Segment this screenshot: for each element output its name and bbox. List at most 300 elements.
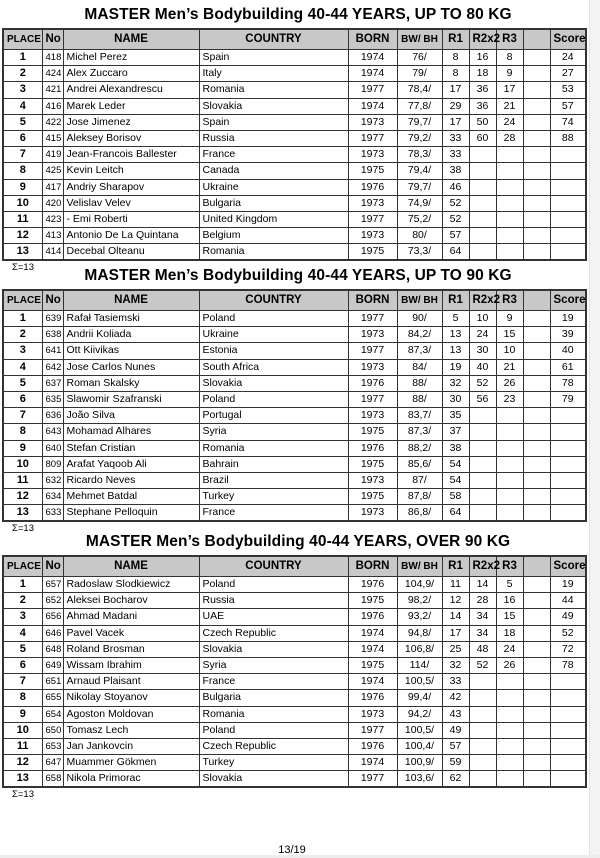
cell-blank — [523, 706, 550, 722]
cell-blank — [523, 195, 550, 211]
cell-blank — [523, 391, 550, 407]
cell-r3 — [496, 472, 523, 488]
cell-bw-bh: 73,3/ — [397, 244, 442, 261]
table-header-row — [3, 556, 586, 577]
cell-no: 417 — [42, 179, 63, 195]
cell-place: 3 — [3, 343, 42, 359]
column-header-bw-bh: BW/ BH — [397, 29, 442, 50]
cell-r1: 52 — [442, 211, 469, 227]
cell-r2x2 — [469, 440, 496, 456]
cell-r2x2 — [469, 489, 496, 505]
cell-r3: 21 — [496, 359, 523, 375]
cell-country: Spain — [199, 50, 348, 66]
cell-born: 1974 — [348, 674, 397, 690]
table-row — [3, 577, 586, 593]
cell-r2x2: 30 — [469, 343, 496, 359]
cell-r2x2 — [469, 674, 496, 690]
table-row — [3, 674, 586, 690]
cell-place: 2 — [3, 593, 42, 609]
cell-bw-bh: 100,9/ — [397, 755, 442, 771]
cell-score — [550, 440, 586, 456]
cell-name: Jose Jimenez — [63, 114, 199, 130]
cell-bw-bh: 84,2/ — [397, 327, 442, 343]
cell-born: 1974 — [348, 641, 397, 657]
cell-no: 424 — [42, 66, 63, 82]
table-row — [3, 327, 586, 343]
table-row — [3, 657, 586, 673]
cell-name: Aleksei Bocharov — [63, 593, 199, 609]
cell-born: 1975 — [348, 244, 397, 261]
cell-r2x2 — [469, 408, 496, 424]
cell-name: João Silva — [63, 408, 199, 424]
cell-score: 24 — [550, 50, 586, 66]
cell-r3: 16 — [496, 593, 523, 609]
cell-name: Andrii Koliada — [63, 327, 199, 343]
cell-born: 1973 — [348, 195, 397, 211]
cell-bw-bh: 88/ — [397, 391, 442, 407]
cell-score — [550, 163, 586, 179]
cell-name: Mohamad Alhares — [63, 424, 199, 440]
cell-r2x2: 60 — [469, 130, 496, 146]
cell-blank — [523, 66, 550, 82]
cell-r2x2: 56 — [469, 391, 496, 407]
table-row — [3, 375, 586, 391]
cell-r3 — [496, 228, 523, 244]
cell-born: 1973 — [348, 359, 397, 375]
cell-score: 27 — [550, 66, 586, 82]
cell-no: 635 — [42, 391, 63, 407]
cell-r1: 33 — [442, 674, 469, 690]
cell-name: Ahmad Madani — [63, 609, 199, 625]
cell-no: 643 — [42, 424, 63, 440]
cell-born: 1973 — [348, 228, 397, 244]
cell-born: 1976 — [348, 609, 397, 625]
cell-r2x2 — [469, 738, 496, 754]
cell-country: Russia — [199, 593, 348, 609]
table-row — [3, 359, 586, 375]
cell-r1: 29 — [442, 98, 469, 114]
column-header-no: No — [42, 290, 63, 311]
cell-score — [550, 489, 586, 505]
cell-blank — [523, 609, 550, 625]
cell-bw-bh: 88,2/ — [397, 440, 442, 456]
cell-name: Stephane Pelloquin — [63, 505, 199, 522]
cell-born: 1973 — [348, 408, 397, 424]
cell-bw-bh: 76/ — [397, 50, 442, 66]
cell-bw-bh: 87,8/ — [397, 489, 442, 505]
cell-country: Turkey — [199, 489, 348, 505]
cell-r3 — [496, 706, 523, 722]
column-header-country: COUNTRY — [199, 29, 348, 50]
cell-r3: 5 — [496, 577, 523, 593]
page-edge — [589, 0, 600, 858]
cell-r3 — [496, 147, 523, 163]
cell-blank — [523, 211, 550, 227]
cell-name: Ricardo Neves — [63, 472, 199, 488]
page-number: 13/19 — [278, 844, 306, 856]
table-row — [3, 343, 586, 359]
cell-bw-bh: 86,8/ — [397, 505, 442, 522]
cell-score — [550, 505, 586, 522]
cell-r3: 24 — [496, 641, 523, 657]
cell-bw-bh: 93,2/ — [397, 609, 442, 625]
cell-no: 636 — [42, 408, 63, 424]
results-section — [2, 531, 586, 800]
cell-r3 — [496, 456, 523, 472]
cell-bw-bh: 87/ — [397, 472, 442, 488]
cell-r2x2 — [469, 211, 496, 227]
cell-place: 4 — [3, 98, 42, 114]
table-row — [3, 228, 586, 244]
cell-blank — [523, 641, 550, 657]
cell-bw-bh: 106,8/ — [397, 641, 442, 657]
cell-r1: 57 — [442, 738, 469, 754]
cell-r2x2: 14 — [469, 577, 496, 593]
cell-country: Portugal — [199, 408, 348, 424]
table-row — [3, 98, 586, 114]
cell-country: Slovakia — [199, 771, 348, 788]
cell-score: 39 — [550, 327, 586, 343]
cell-score — [550, 147, 586, 163]
cell-place: 3 — [3, 609, 42, 625]
cell-r2x2 — [469, 163, 496, 179]
cell-r2x2 — [469, 505, 496, 522]
table-row — [3, 66, 586, 82]
cell-born: 1974 — [348, 98, 397, 114]
cell-name: Kevin Leitch — [63, 163, 199, 179]
column-header-place: PLACE — [3, 290, 42, 311]
cell-score: 49 — [550, 609, 586, 625]
cell-no: 419 — [42, 147, 63, 163]
table-row — [3, 609, 586, 625]
cell-score — [550, 722, 586, 738]
competitor-count: Σ=13 — [12, 262, 34, 274]
cell-r1: 54 — [442, 456, 469, 472]
column-header-born: BORN — [348, 290, 397, 311]
cell-country: Romania — [199, 706, 348, 722]
cell-country: France — [199, 147, 348, 163]
results-table — [2, 289, 587, 522]
cell-blank — [523, 722, 550, 738]
cell-r3 — [496, 771, 523, 788]
cell-r2x2: 52 — [469, 657, 496, 673]
cell-name: Nikolay Stoyanov — [63, 690, 199, 706]
table-row — [3, 163, 586, 179]
cell-r1: 14 — [442, 609, 469, 625]
cell-place: 12 — [3, 755, 42, 771]
column-header-r3: R3 — [496, 290, 523, 311]
cell-r1: 32 — [442, 375, 469, 391]
cell-no: 416 — [42, 98, 63, 114]
cell-bw-bh: 114/ — [397, 657, 442, 673]
cell-name: Wissam Ibrahim — [63, 657, 199, 673]
cell-r1: 62 — [442, 771, 469, 788]
cell-r2x2: 52 — [469, 375, 496, 391]
cell-place: 1 — [3, 577, 42, 593]
cell-r3 — [496, 738, 523, 754]
cell-score — [550, 472, 586, 488]
cell-no: 639 — [42, 311, 63, 327]
cell-born: 1977 — [348, 211, 397, 227]
table-row — [3, 195, 586, 211]
cell-bw-bh: 74,9/ — [397, 195, 442, 211]
cell-r1: 49 — [442, 722, 469, 738]
section-title: MASTER Men’s Bodybuilding 40-44 YEARS, UP TO 80 KG — [84, 6, 512, 23]
cell-name: Jose Carlos Nunes — [63, 359, 199, 375]
cell-r3 — [496, 489, 523, 505]
cell-blank — [523, 657, 550, 673]
cell-country: Italy — [199, 66, 348, 82]
cell-r3 — [496, 195, 523, 211]
cell-score: 19 — [550, 577, 586, 593]
cell-place: 3 — [3, 82, 42, 98]
cell-bw-bh: 90/ — [397, 311, 442, 327]
cell-bw-bh: 78,3/ — [397, 147, 442, 163]
cell-r3 — [496, 179, 523, 195]
table-row — [3, 311, 586, 327]
cell-no: 650 — [42, 722, 63, 738]
cell-no: 640 — [42, 440, 63, 456]
cell-r3: 9 — [496, 311, 523, 327]
results-table — [2, 28, 587, 261]
cell-country: Slovakia — [199, 375, 348, 391]
cell-country: Poland — [199, 722, 348, 738]
cell-place: 10 — [3, 722, 42, 738]
column-header-r1: R1 — [442, 556, 469, 577]
cell-r1: 17 — [442, 82, 469, 98]
cell-no: 638 — [42, 327, 63, 343]
cell-name: Radoslaw Slodkiewicz — [63, 577, 199, 593]
cell-no: 651 — [42, 674, 63, 690]
cell-score: 79 — [550, 391, 586, 407]
column-header-place: PLACE — [3, 29, 42, 50]
cell-r3 — [496, 163, 523, 179]
table-row — [3, 424, 586, 440]
results-section — [2, 265, 586, 534]
cell-no: 655 — [42, 690, 63, 706]
cell-score — [550, 690, 586, 706]
cell-no: 634 — [42, 489, 63, 505]
cell-r3: 10 — [496, 343, 523, 359]
column-header-r3: R3 — [496, 29, 523, 50]
cell-no: 423 — [42, 211, 63, 227]
cell-blank — [523, 179, 550, 195]
cell-born: 1974 — [348, 66, 397, 82]
cell-score: 72 — [550, 641, 586, 657]
cell-born: 1975 — [348, 163, 397, 179]
column-header-r1: R1 — [442, 290, 469, 311]
cell-r2x2: 28 — [469, 593, 496, 609]
cell-place: 13 — [3, 771, 42, 788]
cell-score — [550, 408, 586, 424]
cell-r2x2: 36 — [469, 98, 496, 114]
cell-r3 — [496, 505, 523, 522]
cell-score: 88 — [550, 130, 586, 146]
cell-r1: 42 — [442, 690, 469, 706]
cell-no: 649 — [42, 657, 63, 673]
cell-score — [550, 179, 586, 195]
cell-bw-bh: 75,2/ — [397, 211, 442, 227]
cell-name: - Emi Roberti — [63, 211, 199, 227]
cell-name: Agoston Moldovan — [63, 706, 199, 722]
cell-r2x2 — [469, 179, 496, 195]
table-row — [3, 391, 586, 407]
cell-blank — [523, 440, 550, 456]
cell-r1: 32 — [442, 657, 469, 673]
cell-born: 1977 — [348, 771, 397, 788]
cell-blank — [523, 359, 550, 375]
cell-r3 — [496, 722, 523, 738]
cell-born: 1977 — [348, 311, 397, 327]
cell-no: 637 — [42, 375, 63, 391]
cell-country: Spain — [199, 114, 348, 130]
cell-r2x2: 34 — [469, 609, 496, 625]
column-header-bw-bh: BW/ BH — [397, 556, 442, 577]
cell-place: 5 — [3, 375, 42, 391]
cell-r1: 25 — [442, 641, 469, 657]
cell-place: 9 — [3, 179, 42, 195]
cell-no: 656 — [42, 609, 63, 625]
cell-r2x2 — [469, 771, 496, 788]
cell-name: Mehmet Batdal — [63, 489, 199, 505]
cell-born: 1973 — [348, 114, 397, 130]
cell-country: Bahrain — [199, 456, 348, 472]
cell-bw-bh: 77,8/ — [397, 98, 442, 114]
column-header-r1: R1 — [442, 29, 469, 50]
cell-r2x2 — [469, 424, 496, 440]
cell-blank — [523, 163, 550, 179]
cell-bw-bh: 78,4/ — [397, 82, 442, 98]
cell-no: 648 — [42, 641, 63, 657]
table-row — [3, 641, 586, 657]
results-section — [2, 4, 586, 273]
table-header-row — [3, 29, 586, 50]
cell-bw-bh: 103,6/ — [397, 771, 442, 788]
cell-bw-bh: 94,8/ — [397, 625, 442, 641]
cell-born: 1976 — [348, 179, 397, 195]
cell-r2x2: 18 — [469, 66, 496, 82]
table-row — [3, 211, 586, 227]
cell-r3: 9 — [496, 66, 523, 82]
table-header-row — [3, 290, 586, 311]
cell-name: Jan Jankovcin — [63, 738, 199, 754]
cell-r1: 46 — [442, 179, 469, 195]
cell-score: 57 — [550, 98, 586, 114]
cell-born: 1976 — [348, 375, 397, 391]
cell-bw-bh: 104,9/ — [397, 577, 442, 593]
cell-no: 646 — [42, 625, 63, 641]
cell-country: Syria — [199, 657, 348, 673]
cell-blank — [523, 244, 550, 261]
cell-score — [550, 211, 586, 227]
cell-r1: 33 — [442, 147, 469, 163]
column-header-name: NAME — [63, 290, 199, 311]
cell-born: 1976 — [348, 577, 397, 593]
cell-no: 422 — [42, 114, 63, 130]
cell-country: Bulgaria — [199, 195, 348, 211]
cell-name: Nikola Primorac — [63, 771, 199, 788]
column-header-name: NAME — [63, 29, 199, 50]
table-row — [3, 147, 586, 163]
cell-score — [550, 706, 586, 722]
cell-r2x2: 34 — [469, 625, 496, 641]
cell-born: 1974 — [348, 755, 397, 771]
cell-no: 414 — [42, 244, 63, 261]
cell-country: Romania — [199, 244, 348, 261]
cell-r2x2: 10 — [469, 311, 496, 327]
cell-blank — [523, 577, 550, 593]
column-header-place: PLACE — [3, 556, 42, 577]
cell-r1: 30 — [442, 391, 469, 407]
cell-blank — [523, 674, 550, 690]
column-header-blank — [523, 290, 550, 311]
cell-country: Czech Republic — [199, 738, 348, 754]
cell-country: Slovakia — [199, 98, 348, 114]
cell-name: Tomasz Lech — [63, 722, 199, 738]
cell-r1: 8 — [442, 66, 469, 82]
cell-name: Andriy Sharapov — [63, 179, 199, 195]
cell-r3 — [496, 211, 523, 227]
cell-place: 10 — [3, 456, 42, 472]
table-row — [3, 408, 586, 424]
cell-place: 1 — [3, 50, 42, 66]
cell-r3: 17 — [496, 82, 523, 98]
table-row — [3, 625, 586, 641]
cell-country: Romania — [199, 440, 348, 456]
cell-r2x2 — [469, 228, 496, 244]
cell-r2x2 — [469, 456, 496, 472]
cell-bw-bh: 80/ — [397, 228, 442, 244]
cell-blank — [523, 456, 550, 472]
cell-blank — [523, 424, 550, 440]
cell-r1: 19 — [442, 359, 469, 375]
cell-r2x2 — [469, 195, 496, 211]
cell-r1: 12 — [442, 593, 469, 609]
cell-name: Jean-Francois Ballester — [63, 147, 199, 163]
column-header-blank — [523, 556, 550, 577]
table-row — [3, 722, 586, 738]
column-header-born: BORN — [348, 556, 397, 577]
cell-born: 1977 — [348, 130, 397, 146]
column-header-score: Score — [550, 290, 586, 311]
cell-place: 8 — [3, 690, 42, 706]
cell-born: 1973 — [348, 472, 397, 488]
cell-score — [550, 456, 586, 472]
cell-country: France — [199, 505, 348, 522]
cell-score: 40 — [550, 343, 586, 359]
cell-r1: 13 — [442, 327, 469, 343]
cell-r2x2: 40 — [469, 359, 496, 375]
cell-r3 — [496, 244, 523, 261]
cell-place: 9 — [3, 706, 42, 722]
cell-bw-bh: 98,2/ — [397, 593, 442, 609]
column-header-r2x2: R2x2 — [469, 556, 496, 577]
cell-r3: 15 — [496, 327, 523, 343]
cell-bw-bh: 88/ — [397, 375, 442, 391]
column-header-score: Score — [550, 29, 586, 50]
cell-name: Andrei Alexandrescu — [63, 82, 199, 98]
cell-no: 415 — [42, 130, 63, 146]
cell-country: Ukraine — [199, 179, 348, 195]
cell-score — [550, 674, 586, 690]
cell-blank — [523, 505, 550, 522]
cell-blank — [523, 130, 550, 146]
cell-r3 — [496, 690, 523, 706]
cell-no: 658 — [42, 771, 63, 788]
cell-r1: 38 — [442, 163, 469, 179]
cell-place: 7 — [3, 408, 42, 424]
cell-place: 4 — [3, 359, 42, 375]
